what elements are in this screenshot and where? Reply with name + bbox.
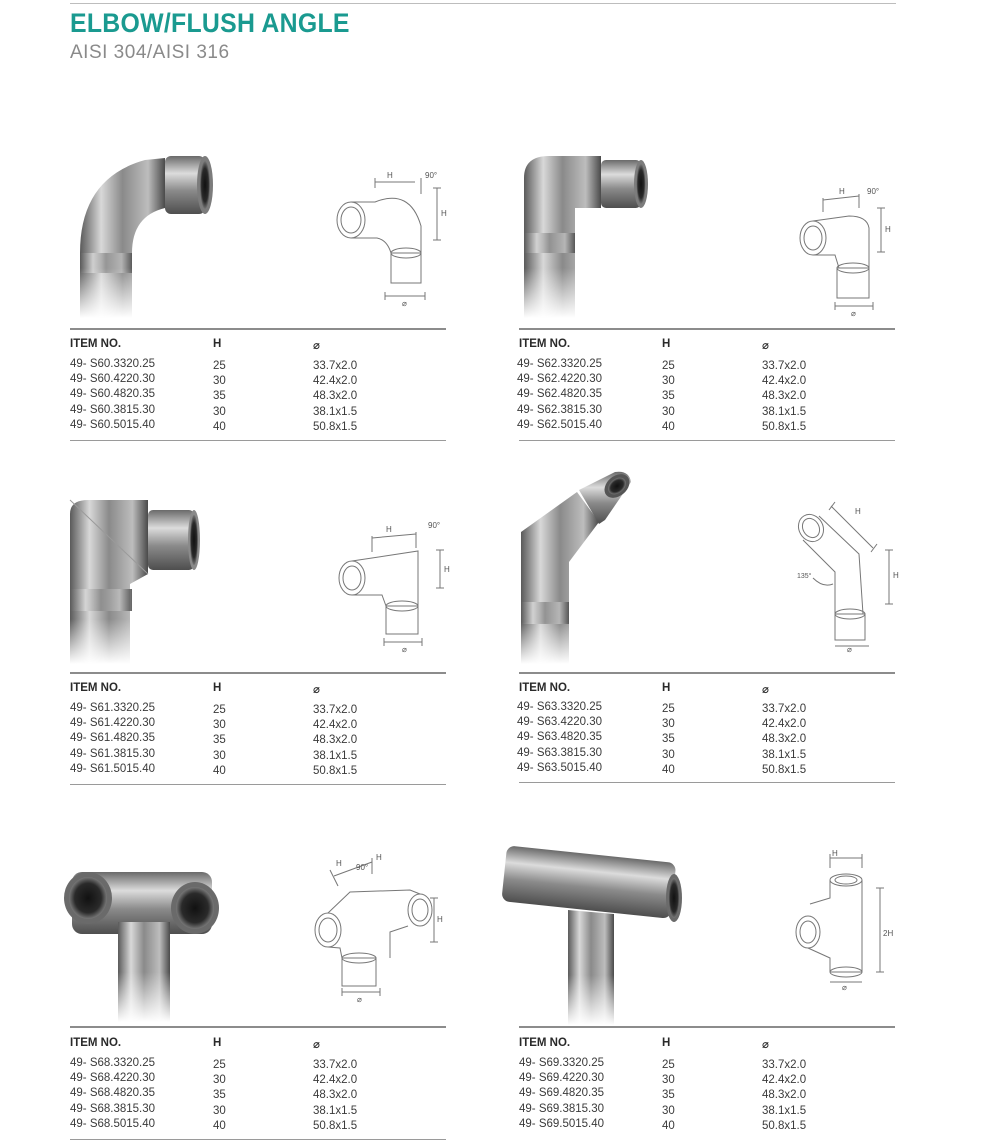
svg-text:⌀: ⌀ — [847, 645, 852, 654]
diameter-value: 42.4x2.0 — [762, 718, 807, 730]
col-item-no: ITEM NO. — [519, 682, 571, 694]
angle-135-drawing — [789, 494, 919, 654]
curved-elbow-photo — [70, 148, 220, 318]
diameter-value: 48.3x2.0 — [313, 1089, 358, 1101]
svg-text:⌀: ⌀ — [402, 645, 407, 654]
table-rule-top — [70, 328, 446, 330]
col-h: H — [213, 338, 222, 350]
diameter-value: 42.4x2.0 — [762, 1074, 807, 1086]
product-card — [60, 852, 443, 1142]
tee-connector-photo — [498, 840, 698, 1025]
mitred-elbow-drawing — [332, 506, 462, 666]
h-value: 40 — [662, 1120, 675, 1132]
item-no: 49- S63.3320.25 — [517, 701, 603, 713]
svg-text:⌀: ⌀ — [851, 309, 856, 318]
diameter-value: 38.1x1.5 — [313, 750, 358, 762]
diameter-value: 33.7x2.0 — [313, 360, 358, 372]
product-card — [519, 148, 897, 443]
mitred-elbow-photo — [70, 494, 220, 664]
h-value: 35 — [213, 734, 226, 746]
diameter-value: 42.4x2.0 — [762, 375, 807, 387]
svg-text:H: H — [376, 853, 382, 862]
item-no: 49- S68.5015.40 — [70, 1118, 156, 1130]
diameter-value: 50.8x1.5 — [313, 421, 358, 433]
diameter-value: 42.4x2.0 — [313, 1074, 358, 1086]
item-no: 49- S60.3815.30 — [70, 404, 156, 416]
svg-text:H: H — [441, 209, 447, 218]
h-value: 30 — [213, 375, 226, 387]
diameter-value: 33.7x2.0 — [313, 704, 358, 716]
diameter-value: 42.4x2.0 — [313, 719, 358, 731]
col-h: H — [662, 682, 671, 694]
table-rule-bottom — [519, 440, 895, 441]
item-no: 49- S68.3815.30 — [70, 1103, 156, 1115]
svg-text:90°: 90° — [425, 171, 438, 180]
svg-text:135°: 135° — [797, 573, 812, 580]
diameter-value: 48.3x2.0 — [762, 390, 807, 402]
col-h: H — [662, 1037, 671, 1049]
h-value: 30 — [213, 406, 226, 418]
item-no: 49- S61.3815.30 — [70, 748, 156, 760]
svg-text:H: H — [336, 859, 342, 868]
flush-elbow-drawing — [789, 168, 919, 328]
h-value: 25 — [213, 360, 226, 372]
page-title: ELBOW/FLUSH ANGLE — [70, 8, 350, 38]
item-no: 49- S63.4820.35 — [517, 731, 603, 743]
h-value: 30 — [213, 1105, 226, 1117]
top-rule — [70, 3, 896, 4]
col-item-no: ITEM NO. — [519, 1037, 571, 1049]
table-rule-top — [70, 1026, 446, 1028]
h-value: 35 — [662, 390, 675, 402]
col-diameter: ⌀ — [313, 1039, 320, 1051]
item-no: 49- S63.5015.40 — [517, 762, 603, 774]
diameter-value: 50.8x1.5 — [313, 765, 358, 777]
curved-elbow-drawing — [325, 148, 455, 308]
svg-text:H: H — [855, 507, 861, 516]
three-way-corner-photo — [60, 852, 230, 1022]
svg-text:90°: 90° — [356, 863, 369, 872]
item-no: 49- S68.3320.25 — [70, 1057, 156, 1069]
svg-text:H: H — [832, 849, 838, 858]
item-no: 49- S60.4820.35 — [70, 388, 156, 400]
diameter-value: 38.1x1.5 — [762, 406, 807, 418]
item-no: 49- S62.3320.25 — [517, 358, 603, 370]
col-diameter: ⌀ — [313, 340, 320, 352]
h-value: 30 — [213, 719, 226, 731]
svg-text:90°: 90° — [428, 521, 441, 530]
item-no: 49- S62.4220.30 — [517, 373, 603, 385]
h-value: 30 — [662, 375, 675, 387]
h-value: 25 — [662, 1059, 675, 1071]
angle-135-photo — [519, 472, 669, 664]
page-subtitle: AISI 304/AISI 316 — [70, 42, 230, 63]
item-no: 49- S63.3815.30 — [517, 747, 603, 759]
item-no: 49- S63.4220.30 — [517, 716, 603, 728]
three-way-corner-drawing — [310, 852, 443, 1012]
svg-text:⌀: ⌀ — [357, 995, 362, 1004]
item-no: 49- S68.4820.35 — [70, 1087, 156, 1099]
svg-text:H: H — [885, 225, 891, 234]
tee-connector-drawing — [786, 848, 916, 1008]
col-diameter: ⌀ — [762, 684, 769, 696]
diameter-value: 38.1x1.5 — [313, 1105, 358, 1117]
item-no: 49- S69.4220.30 — [519, 1072, 605, 1084]
item-no: 49- S69.3320.25 — [519, 1057, 605, 1069]
col-item-no: ITEM NO. — [70, 1037, 122, 1049]
svg-text:⌀: ⌀ — [842, 983, 847, 992]
diameter-value: 48.3x2.0 — [313, 734, 358, 746]
diameter-value: 50.8x1.5 — [313, 1120, 358, 1132]
svg-text:H: H — [387, 171, 393, 180]
svg-text:2H: 2H — [883, 929, 894, 938]
diameter-value: 33.7x2.0 — [762, 1059, 807, 1071]
table-rule-bottom — [70, 784, 446, 785]
item-no: 49- S61.4220.30 — [70, 717, 156, 729]
h-value: 30 — [213, 750, 226, 762]
h-value: 25 — [213, 1059, 226, 1071]
h-value: 35 — [662, 1089, 675, 1101]
item-no: 49- S62.3815.30 — [517, 404, 603, 416]
h-value: 30 — [662, 1074, 675, 1086]
table-rule-top — [519, 328, 895, 330]
product-card — [519, 494, 897, 789]
item-no: 49- S62.4820.35 — [517, 388, 603, 400]
table-rule-bottom — [70, 440, 446, 441]
h-value: 40 — [662, 421, 675, 433]
h-value: 40 — [213, 421, 226, 433]
diameter-value: 38.1x1.5 — [762, 749, 807, 761]
h-value: 25 — [213, 704, 226, 716]
table-rule-top — [519, 1026, 895, 1028]
col-h: H — [662, 338, 671, 350]
diameter-value: 33.7x2.0 — [762, 703, 807, 715]
item-no: 49- S60.3320.25 — [70, 358, 156, 370]
diameter-value: 33.7x2.0 — [313, 1059, 358, 1071]
svg-text:H: H — [893, 571, 899, 580]
item-no: 49- S69.3815.30 — [519, 1103, 605, 1115]
svg-text:H: H — [444, 565, 450, 574]
svg-text:90°: 90° — [867, 187, 880, 196]
diameter-value: 33.7x2.0 — [762, 360, 807, 372]
table-rule-bottom — [70, 1139, 446, 1140]
h-value: 30 — [662, 718, 675, 730]
svg-text:⌀: ⌀ — [402, 299, 407, 308]
h-value: 40 — [213, 1120, 226, 1132]
product-card — [498, 840, 894, 1142]
h-value: 35 — [213, 1089, 226, 1101]
diameter-value: 42.4x2.0 — [313, 375, 358, 387]
svg-text:H: H — [386, 525, 392, 534]
h-value: 35 — [662, 733, 675, 745]
item-no: 49- S61.3320.25 — [70, 702, 156, 714]
col-diameter: ⌀ — [762, 340, 769, 352]
item-no: 49- S61.5015.40 — [70, 763, 156, 775]
table-rule-bottom — [519, 782, 895, 783]
col-h: H — [213, 1037, 222, 1049]
item-no: 49- S61.4820.35 — [70, 732, 156, 744]
h-value: 40 — [662, 764, 675, 776]
h-value: 30 — [213, 1074, 226, 1086]
diameter-value: 48.3x2.0 — [762, 733, 807, 745]
col-diameter: ⌀ — [762, 1039, 769, 1051]
h-value: 30 — [662, 749, 675, 761]
item-no: 49- S60.4220.30 — [70, 373, 156, 385]
h-value: 25 — [662, 360, 675, 372]
diameter-value: 50.8x1.5 — [762, 421, 807, 433]
diameter-value: 38.1x1.5 — [762, 1105, 807, 1117]
product-card — [70, 494, 448, 789]
h-value: 40 — [213, 765, 226, 777]
col-h: H — [213, 682, 222, 694]
h-value: 30 — [662, 1105, 675, 1117]
item-no: 49- S69.5015.40 — [519, 1118, 605, 1130]
h-value: 35 — [213, 390, 226, 402]
item-no: 49- S60.5015.40 — [70, 419, 156, 431]
item-no: 49- S68.4220.30 — [70, 1072, 156, 1084]
diameter-value: 48.3x2.0 — [313, 390, 358, 402]
col-item-no: ITEM NO. — [70, 338, 122, 350]
item-no: 49- S69.4820.35 — [519, 1087, 605, 1099]
product-card — [70, 148, 448, 443]
col-item-no: ITEM NO. — [70, 682, 122, 694]
svg-text:H: H — [437, 915, 443, 924]
h-value: 25 — [662, 703, 675, 715]
col-item-no: ITEM NO. — [519, 338, 571, 350]
table-rule-top — [519, 672, 895, 674]
svg-text:H: H — [839, 187, 845, 196]
diameter-value: 50.8x1.5 — [762, 1120, 807, 1132]
diameter-value: 50.8x1.5 — [762, 764, 807, 776]
table-rule-top — [70, 672, 446, 674]
diameter-value: 38.1x1.5 — [313, 406, 358, 418]
item-no: 49- S62.5015.40 — [517, 419, 603, 431]
h-value: 30 — [662, 406, 675, 418]
flush-elbow-photo — [519, 148, 669, 318]
diameter-value: 48.3x2.0 — [762, 1089, 807, 1101]
col-diameter: ⌀ — [313, 684, 320, 696]
